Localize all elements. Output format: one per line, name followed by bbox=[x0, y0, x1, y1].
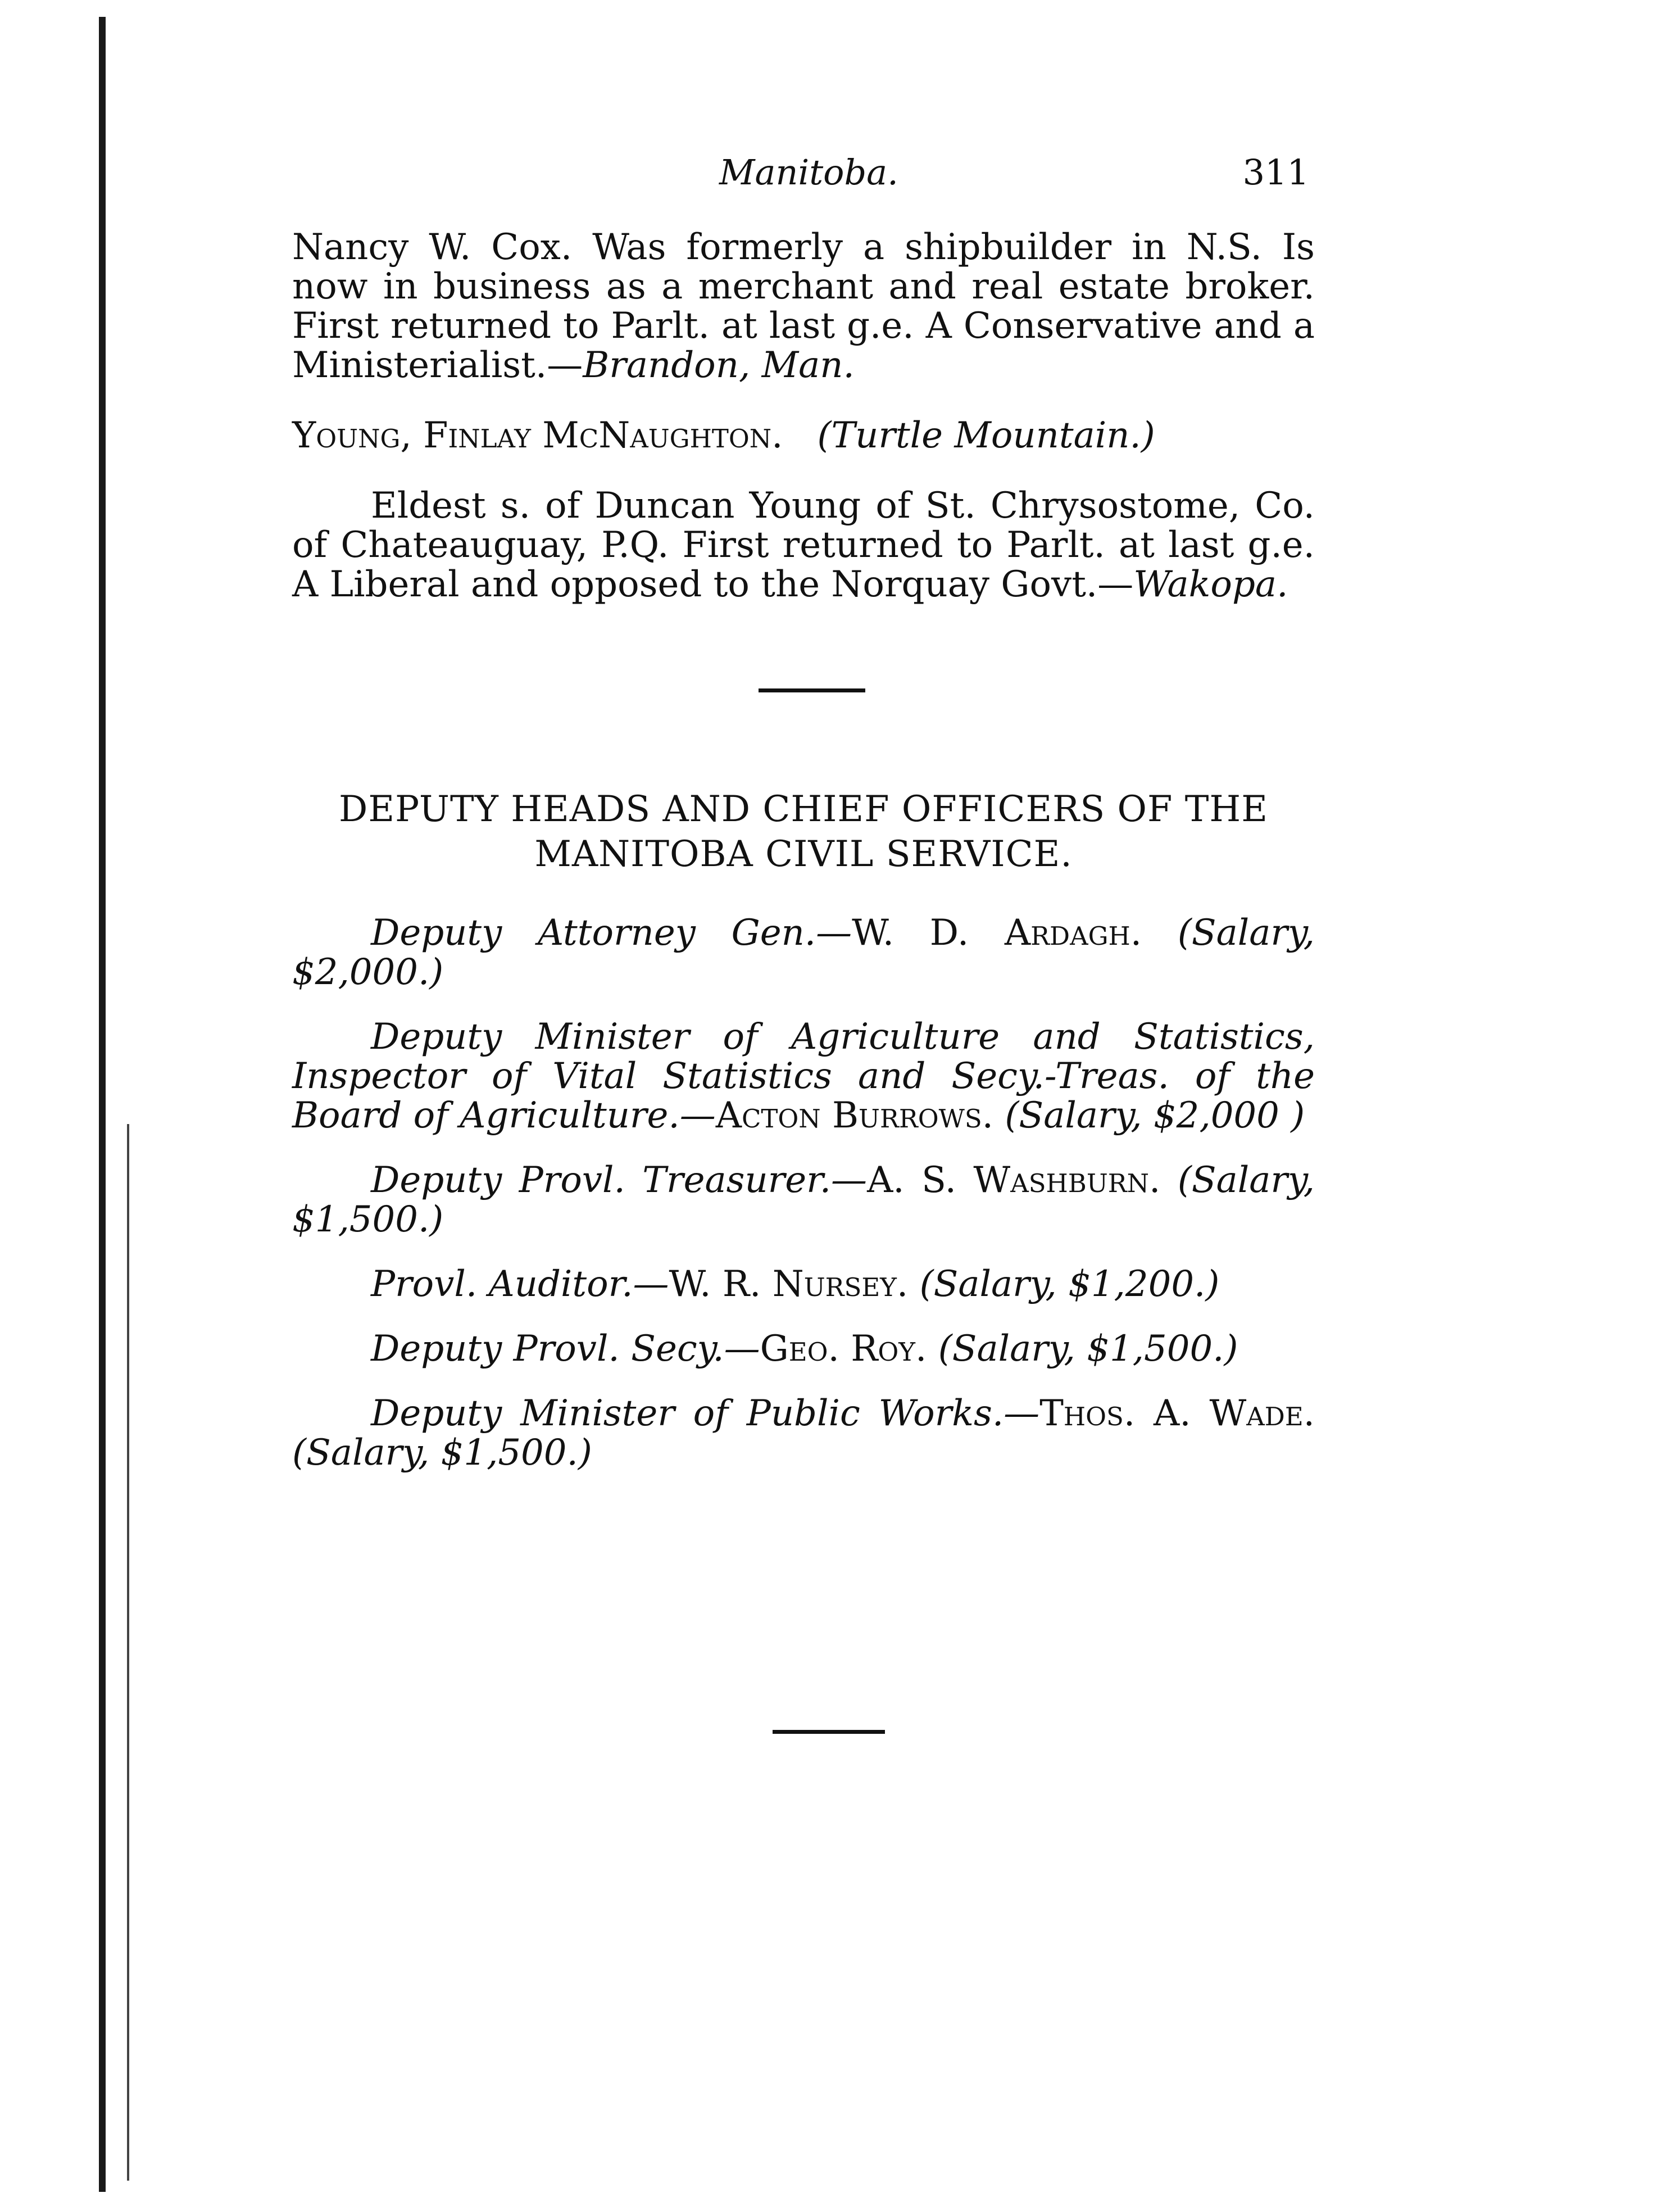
end-divider bbox=[773, 1730, 885, 1734]
officer-salary: (Salary, $1,500.) bbox=[292, 1159, 1315, 1240]
page-number: 311 bbox=[1242, 152, 1309, 193]
page-header bbox=[292, 152, 1309, 202]
cox-entry bbox=[292, 228, 1315, 385]
young-place: Wakopa. bbox=[1133, 564, 1288, 605]
officer-name: Geo. Roy. bbox=[760, 1328, 927, 1370]
officer-salary: (Salary, $1,500.) bbox=[938, 1328, 1238, 1370]
officer-title: Deputy Attorney Gen.— bbox=[371, 912, 852, 954]
officer-salary: (Salary, $1,200.) bbox=[919, 1263, 1220, 1305]
binding-edge bbox=[99, 17, 106, 2192]
officer-title: Deputy Minister of Agriculture and Statistics, Inspector of Vital Statistics and Secy.-Treas. of the Board of Agriculture.— bbox=[292, 1016, 1315, 1136]
officer-entry bbox=[292, 1394, 1315, 1472]
section-heading-line1: DEPUTY HEADS AND CHIEF OFFICERS OF THE bbox=[339, 789, 1268, 830]
cox-name: Nancy W. Cox. bbox=[292, 226, 573, 268]
officer-title: Deputy Minister of Public Works.— bbox=[371, 1393, 1040, 1434]
cox-place: Brandon, Man. bbox=[583, 345, 855, 386]
officer-name: W. R. Nursey. bbox=[669, 1263, 909, 1305]
officer-salary: (Salary, $1,500.) bbox=[292, 1432, 592, 1474]
officer-title: Deputy Provl. Secy.— bbox=[371, 1328, 760, 1370]
officer-entry bbox=[292, 1017, 1315, 1135]
officer-title: Deputy Provl. Treasurer.— bbox=[371, 1159, 868, 1201]
officer-entry bbox=[292, 1265, 1315, 1304]
young-heading bbox=[292, 416, 1315, 455]
officers-list bbox=[292, 913, 1315, 1498]
section-heading-line2: MANITOBA CIVIL SERVICE. bbox=[534, 833, 1073, 875]
cox-text: Was formerly a shipbuilder in N.S. Is now in business as a merchant and real estate broker. First returned to Parlt. at last g.e. A Conservative and a Ministerialist.— bbox=[292, 226, 1315, 386]
officer-name: W. D. Ardagh. bbox=[852, 912, 1142, 954]
officer-entry bbox=[292, 913, 1315, 992]
young-entry bbox=[292, 486, 1315, 604]
section-divider bbox=[759, 688, 865, 692]
section-heading bbox=[292, 787, 1315, 877]
officer-entry bbox=[292, 1161, 1315, 1239]
officer-name: Acton Burrows. bbox=[715, 1095, 994, 1136]
young-text: Eldest s. of Duncan Young of St. Chrysostome, Co. of Chateauguay, P.Q. First returned to Parlt. at last g.e. A Liberal and opposed to the Norquay Govt.— bbox=[292, 485, 1315, 605]
officer-title: Provl. Auditor.— bbox=[371, 1263, 669, 1305]
running-title: Manitoba. bbox=[719, 152, 898, 193]
officer-name: A. S. Washburn. bbox=[867, 1159, 1161, 1201]
binding-shadow bbox=[127, 1124, 129, 2181]
young-constituency: (Turtle Mountain.) bbox=[817, 415, 1155, 456]
officer-name: Thos. A. Wade. bbox=[1039, 1393, 1315, 1434]
officer-salary: (Salary, $2,000.) bbox=[292, 912, 1315, 993]
officer-salary: (Salary, $2,000 ) bbox=[1005, 1095, 1305, 1136]
officer-entry bbox=[292, 1329, 1315, 1369]
young-name: Young, Finlay McNaughton. bbox=[292, 415, 783, 456]
